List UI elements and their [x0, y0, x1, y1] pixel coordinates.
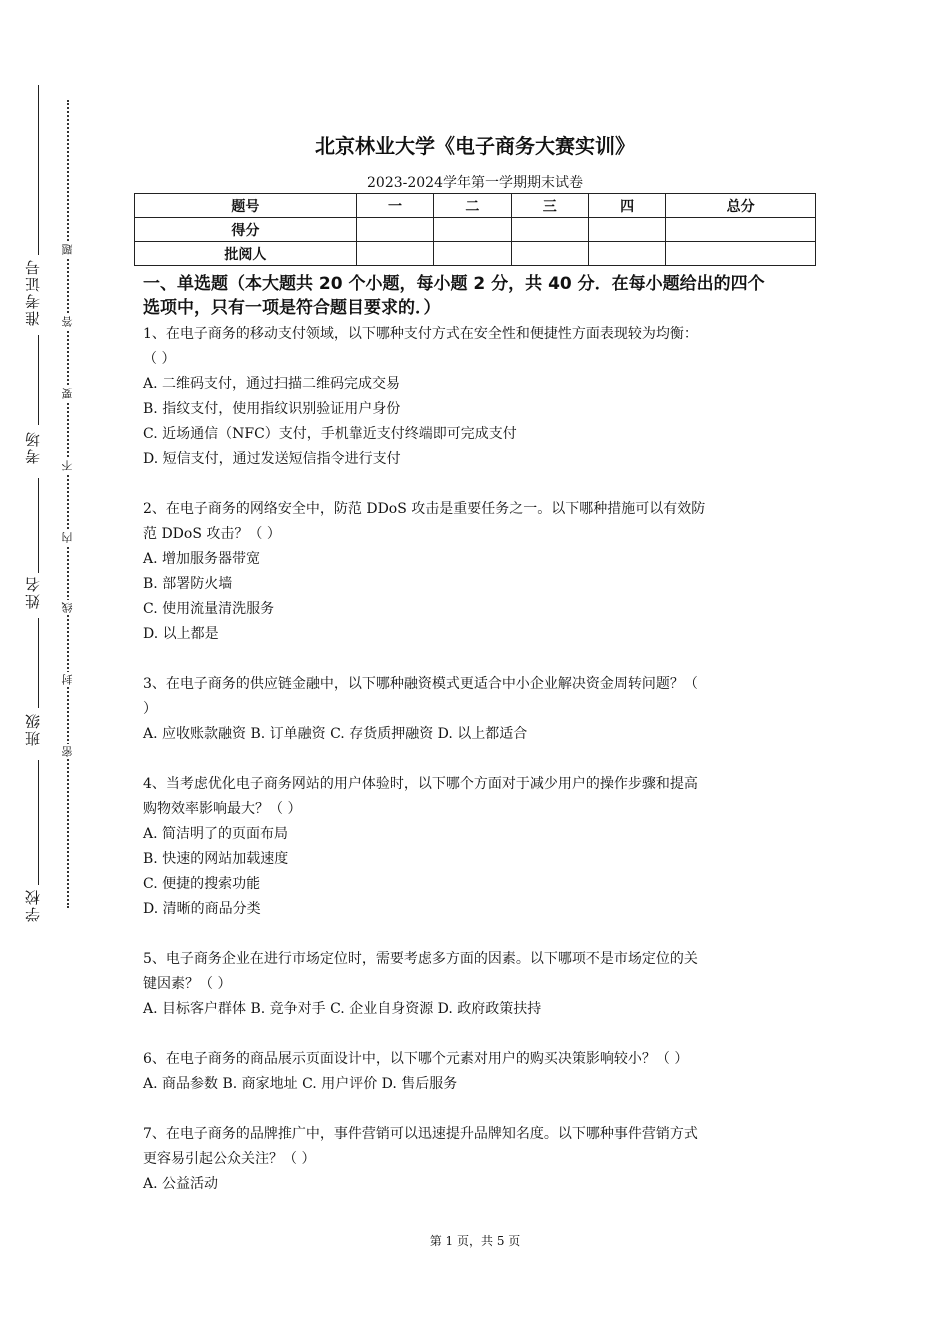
seal-char: 密	[61, 746, 74, 757]
field-line	[38, 335, 39, 425]
seal-char: 要	[61, 388, 74, 399]
reviewer-cell[interactable]	[356, 242, 433, 266]
seal-char: 封	[61, 674, 74, 685]
exam-content	[143, 272, 813, 1222]
section-title	[143, 272, 813, 320]
answer-option: A. 二维码支付，通过扫描二维码完成交易	[143, 376, 401, 392]
field-label-name: 姓名	[24, 575, 42, 609]
answer-option: D. 短信支付，通过发送短信指令进行支付	[143, 451, 401, 467]
question-3	[143, 672, 813, 747]
score-cell[interactable]	[434, 218, 511, 242]
question-4	[143, 772, 813, 922]
answer-option: C. 便捷的搜索功能	[143, 876, 261, 892]
seal-char: 不	[61, 460, 74, 471]
field-label-class: 班级	[24, 712, 42, 746]
section-title-line: 一、单选题（本大题共 20 个小题，每小题 2 分，共 40 分．在每小题给出的四个	[143, 274, 765, 294]
score-row	[135, 218, 816, 242]
question-stem-line: 7、在电子商务的品牌推广中，事件营销可以迅速提升品牌知名度。以下哪种事件营销方式	[143, 1126, 698, 1142]
field-line	[38, 760, 39, 885]
reviewer-cell[interactable]	[588, 242, 665, 266]
reviewer-cell[interactable]	[511, 242, 588, 266]
answer-option: A. 简洁明了的页面布局	[143, 826, 289, 842]
question-7	[143, 1122, 813, 1197]
question-6	[143, 1047, 813, 1097]
score-cell[interactable]	[356, 218, 433, 242]
score-table	[134, 193, 816, 266]
question-stem-line: 范 DDoS 攻击？（ ）	[143, 526, 281, 542]
question-stem-line: 1、在电子商务的移动支付领域，以下哪种支付方式在安全性和便捷性方面表现较为均衡：	[143, 326, 698, 342]
field-line	[38, 478, 39, 573]
question-stem-line: （ ）	[143, 351, 176, 367]
seal-char: 内	[61, 532, 74, 543]
exam-subtitle: 2023-2024学年第一学期期末试卷	[367, 175, 583, 191]
reviewer-row	[135, 242, 816, 266]
row-label: 批阅人	[135, 242, 357, 266]
answer-option: A. 商品参数 B. 商家地址 C. 用户评价 D. 售后服务	[143, 1076, 458, 1092]
column-header: 四	[588, 194, 665, 218]
answer-option: D. 以上都是	[143, 626, 219, 642]
column-header: 二	[434, 194, 511, 218]
seal-char: 题	[61, 244, 74, 255]
answer-option: A. 公益活动	[143, 1176, 219, 1192]
field-line	[38, 618, 39, 708]
column-header: 三	[511, 194, 588, 218]
score-cell[interactable]	[511, 218, 588, 242]
seal-char: 线	[61, 602, 74, 613]
seal-dotted-line	[67, 100, 69, 908]
exam-title: 北京林业大学《电子商务大赛实训》	[315, 134, 635, 158]
section-title-line: 选项中，只有一项是符合题目要求的．）	[143, 298, 441, 318]
answer-option: C. 使用流量清洗服务	[143, 601, 275, 617]
page-footer: 第 1 页，共 5 页	[429, 1234, 521, 1248]
answer-option: A. 目标客户群体 B. 竞争对手 C. 企业自身资源 D. 政府政策扶持	[143, 1001, 542, 1017]
answer-option: A. 应收账款融资 B. 订单融资 C. 存货质押融资 D. 以上都适合	[143, 726, 528, 742]
question-list	[143, 322, 813, 1197]
question-stem-line: 5、电子商务企业在进行市场定位时，需要考虑多方面的因素。以下哪项不是市场定位的关	[143, 951, 698, 967]
field-label-exam-room: 考场	[24, 430, 42, 464]
field-label-exam-number: 准考证号	[24, 258, 42, 326]
question-stem-line: 2、在电子商务的网络安全中，防范 DDoS 攻击是重要任务之一。以下哪种措施可以有效防	[143, 501, 706, 517]
reviewer-cell[interactable]	[666, 242, 816, 266]
question-stem-line: 6、在电子商务的商品展示页面设计中，以下哪个元素对用户的购买决策影响较小？（ ）	[143, 1051, 689, 1067]
question-stem-line: 购物效率影响最大？（ ）	[143, 801, 302, 817]
column-header: 题号	[135, 194, 357, 218]
question-stem-line: 4、当考虑优化电子商务网站的用户体验时，以下哪个方面对于减少用户的操作步骤和提高	[143, 776, 698, 792]
question-2	[143, 497, 813, 647]
question-stem-line: ）	[143, 701, 157, 717]
column-header: 一	[356, 194, 433, 218]
field-line	[38, 85, 39, 255]
question-5	[143, 947, 813, 1022]
column-header: 总分	[666, 194, 816, 218]
score-cell[interactable]	[666, 218, 816, 242]
answer-option: B. 快速的网站加载速度	[143, 851, 289, 867]
question-stem-line: 更容易引起公众关注？（ ）	[143, 1151, 316, 1167]
field-label-school: 学校	[24, 888, 42, 922]
row-label: 得分	[135, 218, 357, 242]
question-stem-line: 键因素？（ ）	[143, 976, 232, 992]
score-table-header-row	[135, 194, 816, 218]
answer-option: B. 部署防火墙	[143, 576, 233, 592]
answer-option: B. 指纹支付，使用指纹识别验证用户身份	[143, 401, 401, 417]
reviewer-cell[interactable]	[434, 242, 511, 266]
question-stem-line: 3、在电子商务的供应链金融中，以下哪种融资模式更适合中小企业解决资金周转问题？（	[143, 676, 698, 692]
answer-option: C. 近场通信（NFC）支付，手机靠近支付终端即可完成支付	[143, 426, 517, 442]
answer-option: D. 清晰的商品分类	[143, 901, 261, 917]
question-1	[143, 322, 813, 472]
answer-option: A. 增加服务器带宽	[143, 551, 261, 567]
score-cell[interactable]	[588, 218, 665, 242]
seal-char: 答	[61, 316, 74, 327]
